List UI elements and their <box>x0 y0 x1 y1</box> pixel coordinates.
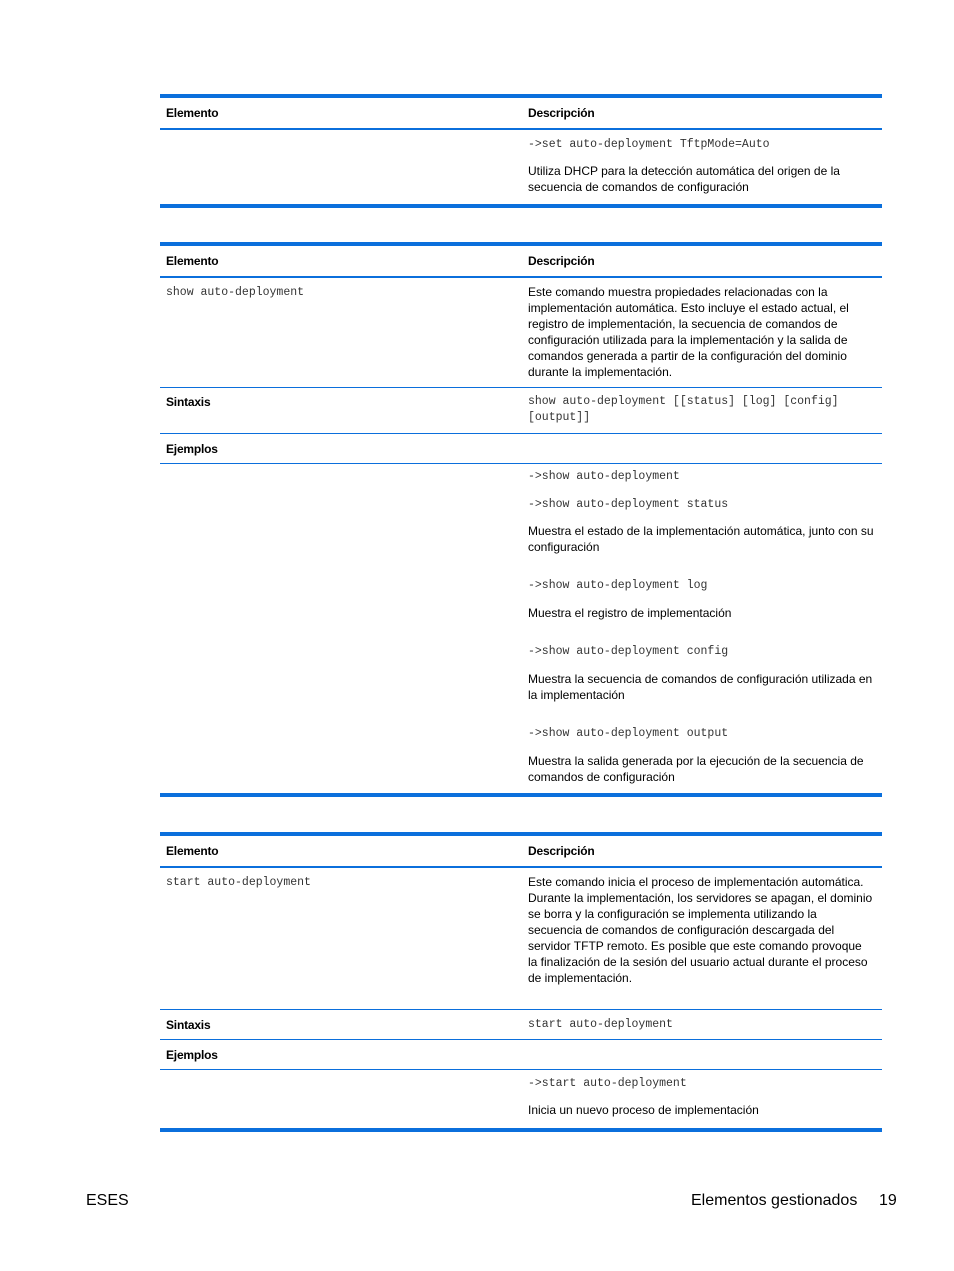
table-row <box>160 278 882 388</box>
table-header <box>160 98 882 130</box>
examples-label: Ejemplos <box>166 441 218 456</box>
table-row <box>160 130 882 195</box>
example-description: Muestra el estado de la implementación automática, junto con su configuración <box>528 524 874 554</box>
example-command: ->show auto-deployment output <box>528 727 729 740</box>
header-elemento: Elemento <box>166 106 219 120</box>
table-row <box>160 388 882 434</box>
syntax-label: Sintaxis <box>166 1017 211 1032</box>
example-description: Muestra la salida generada por la ejecución de la secuencia de comandos de configuración <box>528 754 864 784</box>
example-description: Muestra la secuencia de comandos de configuración utilizada en la implementación <box>528 672 873 702</box>
header-elemento: Elemento <box>166 844 219 858</box>
table-start-auto-deployment <box>160 832 882 1132</box>
example-command: ->start auto-deployment <box>528 1077 687 1090</box>
table-row <box>160 868 882 1010</box>
footer-section: Elementos gestionados <box>691 1192 858 1209</box>
syntax-value: start auto-deployment <box>528 1017 673 1031</box>
table-row <box>160 1040 882 1070</box>
command-name: show auto-deployment <box>166 286 305 299</box>
example-description: Utiliza DHCP para la detección automática del origen de la secuencia de comandos de configuración <box>528 164 840 194</box>
examples-label: Ejemplos <box>166 1047 218 1062</box>
header-descripcion: Descripción <box>528 106 595 120</box>
example-command: ->show auto-deployment config <box>528 645 729 658</box>
syntax-label: Sintaxis <box>166 395 211 409</box>
table-header <box>160 836 882 868</box>
example-description: Inicia un nuevo proceso de implementación <box>528 1103 759 1117</box>
header-descripcion: Descripción <box>528 844 595 858</box>
syntax-value: show auto-deployment [[status] [log] [config] [output]] <box>528 395 846 424</box>
example-command: ->show auto-deployment log <box>528 579 708 592</box>
table-row <box>160 1070 882 1118</box>
page-number: 19 <box>879 1192 897 1209</box>
example-command: ->show auto-deployment status <box>528 498 729 511</box>
example-command: ->show auto-deployment <box>528 470 680 483</box>
command-name: start auto-deployment <box>166 876 311 889</box>
example-command: ->set auto-deployment TftpMode=Auto <box>528 138 770 151</box>
table-row <box>160 464 882 785</box>
command-description: Este comando inicia el proceso de implementación automática. Durante la implementación, los servidores se apagan, el dominio se borra y la configuración se implementa utilizando la secuencia de comandos de configuración descargada del servidor TFTP remoto. Es posible que este comando provoque la finalización de la sesión del usuario actual durante el proceso de implementación. <box>528 875 873 985</box>
example-description: Muestra el registro de implementación <box>528 606 732 620</box>
command-description: Este comando muestra propiedades relacionadas con la implementación automática. Esto incluye el estado actual, el registro de implementación, la secuencia de comandos de configuración utilizada para la implementación y la salida de comandos generada a partir de la configuración del dominio durante la implementación. <box>528 285 849 379</box>
table-set-auto-deployment <box>160 94 882 208</box>
table-show-auto-deployment <box>160 242 882 797</box>
header-descripcion: Descripción <box>528 254 595 268</box>
table-row <box>160 434 882 464</box>
table-header <box>160 246 882 278</box>
table-row <box>160 1010 882 1040</box>
header-elemento: Elemento <box>166 254 219 268</box>
footer-left: ESES <box>86 1192 129 1209</box>
